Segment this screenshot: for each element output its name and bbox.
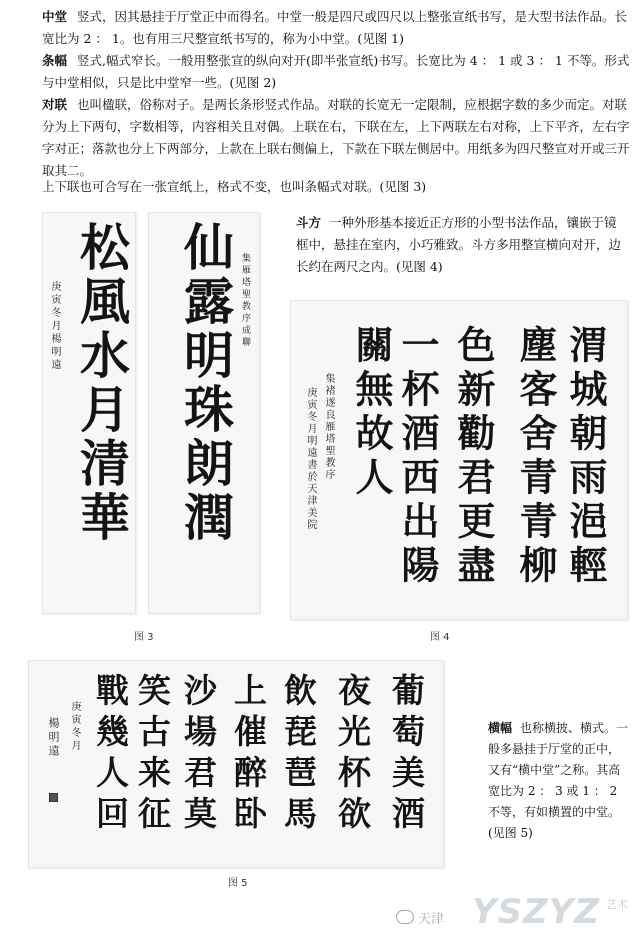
- paragraph-tiaofu: [42, 50, 632, 94]
- fig5-hengfu: [28, 660, 444, 868]
- fig4-caption: 图 4: [430, 632, 450, 643]
- watermark-source: 天津: [418, 912, 445, 927]
- fig3-left-scroll: [42, 212, 136, 614]
- fig4-column-5: 關無故人: [349, 325, 394, 501]
- fig4-inscription: 集褚遂良雁塔聖教序: [323, 373, 334, 481]
- term-zhongtang: 中堂: [42, 9, 68, 24]
- text-hengfu: 也称横披、横式。一般多悬挂于厅堂的正中，又有“横中堂”之称。其高宽比为 2 ： 3 或 1 ： 2 不等，有如横置的中堂。(见图 5): [488, 721, 629, 840]
- fig5-column-4: 上催醉卧: [229, 673, 268, 837]
- fig5-column-1: 葡萄美酒: [387, 673, 426, 837]
- watermark-logo: YSZYZ: [472, 892, 601, 932]
- term-tiaofu: 条幅: [42, 53, 68, 68]
- fig3-right-scroll: [148, 212, 260, 614]
- paragraph-duilian-extra: 上下联也可合写在一张宣纸上，格式不变，也叫条幅式对联。(见图 3): [42, 179, 427, 194]
- fig5-seal-icon: [49, 793, 58, 802]
- fig5-column-3: 飲琵琶馬: [279, 673, 318, 837]
- fig3-right-inscription: 集雁塔聖教序成聯: [240, 253, 250, 349]
- text-doufang: 一种外形基本接近正方形的小型书法作品，镶嵌于镜框中，悬挂在室内，小巧雅致。斗方多用整宣横向对开，边长约在两尺之内。(见图 4): [296, 215, 622, 274]
- fig3-left-text: 松風水月清華: [72, 221, 131, 545]
- fig5-caption: 图 5: [228, 878, 248, 889]
- paragraph-zhongtang: [42, 6, 632, 50]
- text-zhongtang: 竖式，因其悬挂于厅堂正中而得名。中堂一般是四尺或四尺以上整张宣纸书写，是大型书法作品。长宽比为 2 ： 1。也有用三尺整宣纸书写的，称为小中堂。(见图 1): [42, 9, 628, 46]
- fig4-doufang: [290, 300, 628, 620]
- watermark: [396, 890, 636, 936]
- fig4-column-2: 塵客舍青青柳: [513, 325, 558, 589]
- paragraph-duilian: [42, 94, 632, 182]
- fig5-column-6: 笑古来征: [133, 673, 172, 837]
- fig5-signature: 庚寅冬月: [69, 701, 80, 753]
- fig4-signature: 庚寅冬月明遠書於天津美院: [305, 387, 316, 531]
- text-duilian: 也叫楹联，俗称对子。是两长条形竖式作品。对联的长宽无一定限制，应根据字数的多少而定。对联分为上下两句，字数相等，内容相关且对偶。上联在右，下联在左，上下两联左右对称，上下平齐，左右字字对正；落款也分上下两部分，上款在上联右侧偏上，下款在下联左侧居中。用纸多为四尺整宣对开或三开取其二。: [42, 97, 630, 178]
- wechat-icon: [396, 910, 414, 924]
- paragraph-hengfu: [488, 718, 630, 844]
- text-tiaofu: 竖式,幅式窄长。一般用整张宣的纵向对开(即半张宣纸)书写。长宽比为 4 ： 1 或 3 ： 1 不等。形式与中堂相似，只是比中堂窄一些。(见图 2): [42, 53, 630, 90]
- term-hengfu: 横幅: [488, 721, 513, 735]
- fig4-column-4: 一杯酒西出陽: [395, 325, 440, 589]
- fig5-name: 楊明遠: [47, 717, 60, 759]
- fig5-column-7: 戰幾人回: [91, 673, 130, 837]
- fig4-column-1: 渭城朝雨浥輕: [563, 325, 608, 589]
- fig3-right-text: 仙露明珠朗潤: [176, 221, 235, 545]
- fig5-column-5: 沙場君莫: [179, 673, 218, 837]
- watermark-tag: 艺术: [606, 898, 628, 911]
- fig3-left-signature: 庚寅冬月楊明遠: [49, 281, 60, 372]
- fig3-caption: 图 3: [134, 632, 154, 643]
- fig4-column-3: 色新勸君更盡: [451, 325, 496, 589]
- term-duilian: 对联: [42, 97, 68, 112]
- paragraph-doufang: [296, 212, 626, 278]
- term-doufang: 斗方: [296, 215, 322, 230]
- fig5-column-2: 夜光杯欲: [333, 673, 372, 837]
